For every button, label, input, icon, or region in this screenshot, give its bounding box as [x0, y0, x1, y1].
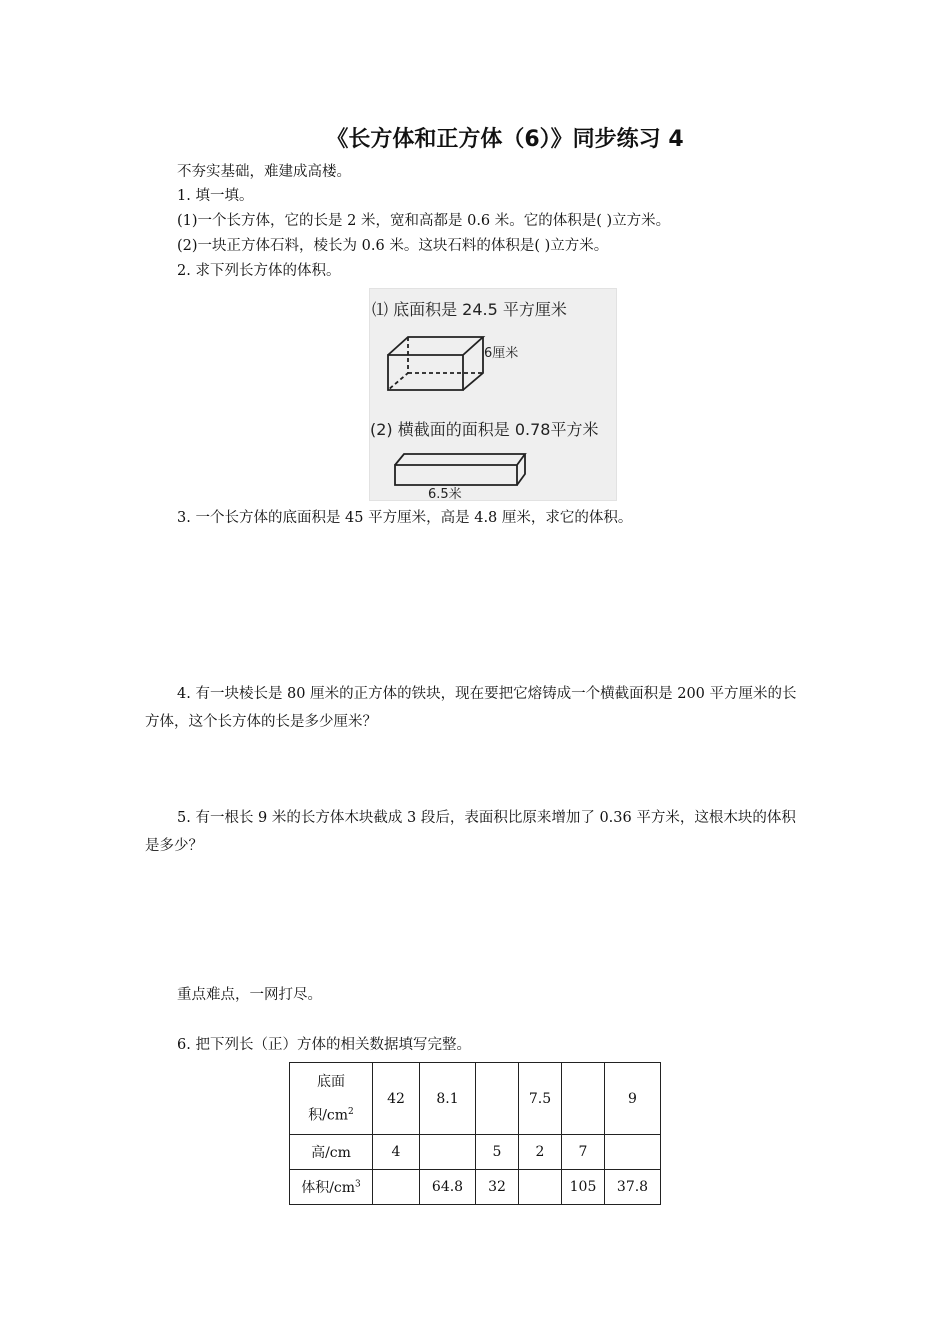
row-label-height: 高/cm: [290, 1135, 373, 1170]
table-cell: 37.8: [605, 1170, 661, 1205]
table-cell: [605, 1135, 661, 1170]
table-cell: 9: [605, 1063, 661, 1135]
table-row-volume: [290, 1170, 661, 1205]
q6-heading: 6. 把下列长（正）方体的相关数据填写完整。: [177, 1037, 471, 1053]
row-label-base-area-sup: 2: [348, 1106, 354, 1117]
cuboid-1-drawing: [388, 337, 483, 390]
q1-item-2: (2)一块正方体石料，棱长为 0.6 米。这块石料的体积是( )立方米。: [177, 238, 609, 254]
row-label-volume-text: 体积/cm: [301, 1180, 356, 1196]
table-cell: 42: [373, 1063, 420, 1135]
table-cell: [420, 1135, 476, 1170]
page-title: 《长方体和正方体（6）》同步练习 4: [326, 127, 684, 152]
handwritten-figure-photo: [369, 288, 617, 501]
row-label-volume-sup: 3: [355, 1179, 361, 1190]
figure-label-2: (2) 横截面的面积是 0.78平方米: [370, 420, 599, 439]
q3-text: 3. 一个长方体的底面积是 45 平方厘米，高是 4.8 厘米，求它的体积。: [177, 510, 633, 526]
intro-text: 不夯实基础，难建成高楼。: [177, 164, 351, 180]
q1-heading: 1. 填一填。: [177, 188, 254, 204]
figure-label-1: ⑴ 底面积是 24.5 平方厘米: [372, 300, 567, 319]
q1-item-1: (1)一个长方体，它的长是 2 米，宽和高都是 0.6 米。它的体积是( )立方米。: [177, 213, 671, 229]
figure-drawing: [370, 289, 616, 500]
table-cell: [476, 1063, 519, 1135]
section-heading: 重点难点，一网打尽。: [177, 987, 322, 1003]
cuboid-2-drawing: [395, 454, 525, 485]
table-cell: [373, 1170, 420, 1205]
table-cell: 5: [476, 1135, 519, 1170]
table-row-base-area: [290, 1063, 661, 1135]
data-table: [289, 1062, 661, 1205]
table-cell: 2: [519, 1135, 562, 1170]
table-cell: 8.1: [420, 1063, 476, 1135]
table-cell: 7: [562, 1135, 605, 1170]
figure-length-label: 6.5米: [428, 487, 462, 500]
table-cell: 32: [476, 1170, 519, 1205]
table-cell: 4: [373, 1135, 420, 1170]
q5-text: 5. 有一根长 9 米的长方体木块截成 3 段后，表面积比原来增加了 0.36 平方米，这根木块的体积是多少？: [145, 810, 796, 854]
table-cell: 64.8: [420, 1170, 476, 1205]
table-cell: [562, 1063, 605, 1135]
q4-text: 4. 有一块棱长是 80 厘米的正方体的铁块，现在要把它熔铸成一个横截面积是 200 平方厘米的长方体，这个长方体的长是多少厘米？: [145, 686, 797, 730]
table-cell: [519, 1170, 562, 1205]
row-label-base-area: [290, 1063, 373, 1135]
row-label-volume: [290, 1170, 373, 1205]
table-cell: 7.5: [519, 1063, 562, 1135]
table-cell: 105: [562, 1170, 605, 1205]
table-row-height: [290, 1135, 661, 1170]
row-label-base-area-line2: 积/cm: [308, 1107, 349, 1124]
figure-height-label: 6厘米: [484, 346, 519, 361]
row-label-base-area-line1: 底面: [317, 1073, 345, 1090]
q2-heading: 2. 求下列长方体的体积。: [177, 263, 341, 279]
